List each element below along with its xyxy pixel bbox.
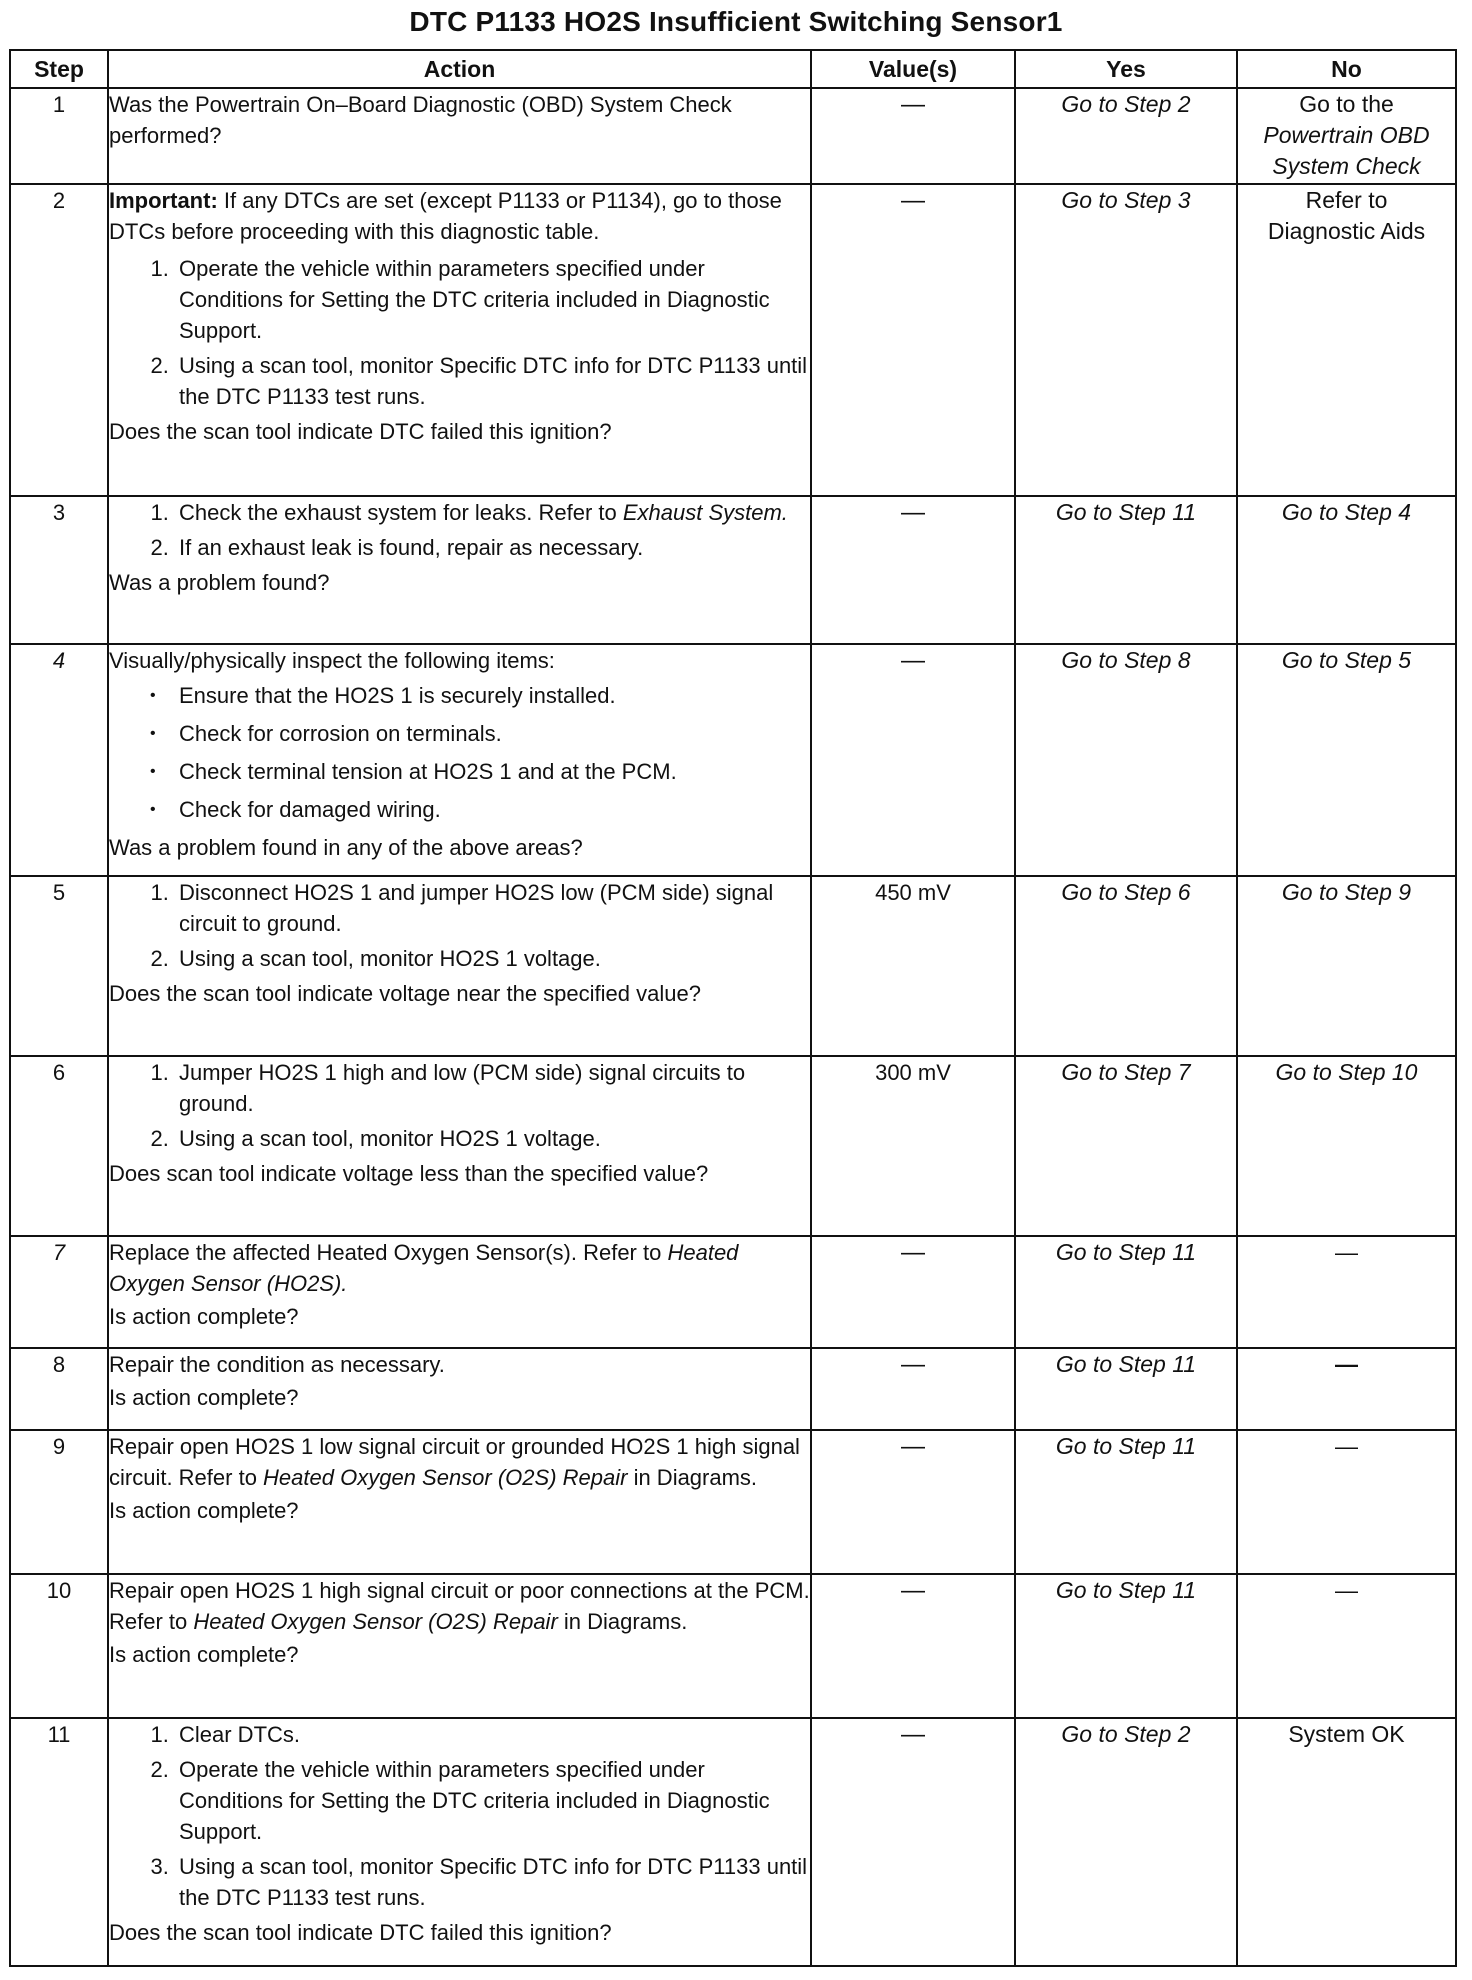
no-cell: — [1237,1430,1456,1574]
column-header-no: No [1237,50,1456,88]
no-cell [1237,184,1456,496]
yes-cell: Go to Step 2 [1015,1718,1237,1966]
action-sentence: Repair open HO2S 1 high signal circuit or poor connections at the PCM. Refer to [109,1578,810,1634]
column-header-values: Value(s) [811,50,1015,88]
table-row [10,1430,1456,1574]
action-question: Does the scan tool indicate voltage near the specified value? [109,981,701,1006]
procedure-list [109,1719,810,1913]
action-question: Is action complete? [109,1304,299,1329]
action-intro: Visually/physically inspect the following items: [109,648,555,673]
table-row [10,88,1456,184]
no-cell: Go to Step 4 [1237,496,1456,644]
no-cell: — [1237,1348,1456,1430]
action-cell [108,1574,811,1718]
step-number: 10 [10,1574,108,1718]
procedure-reference: Exhaust System. [622,500,788,525]
value-cell [811,644,1015,876]
procedure-text: Check the exhaust system for leaks. Refer to [179,500,623,525]
table-row [10,1574,1456,1718]
action-cell [108,1236,811,1348]
table-row [10,184,1456,496]
inspection-item: • Check for corrosion on terminals. [175,718,810,749]
yes-cell: Go to Step 11 [1015,1348,1237,1430]
value-dash: — [901,1351,925,1378]
no-cell [1237,88,1456,184]
value-dash: — [901,1433,925,1460]
value-cell [811,1348,1015,1430]
no-text: Refer to [1305,187,1388,213]
value-dash: — [901,1239,925,1266]
value-dash: — [901,1577,925,1604]
no-text: Go to the [1299,91,1394,117]
no-reference: Diagnostic Aids [1267,218,1426,244]
table-row [10,1348,1456,1430]
procedure-step: 2. Using a scan tool, monitor HO2S 1 voltage. [175,1123,810,1154]
column-header-yes: Yes [1015,50,1237,88]
procedure-step: 1. Disconnect HO2S 1 and jumper HO2S low (PCM side) signal circuit to ground. [175,877,810,939]
diagnostic-table [9,49,1457,1967]
value-dash: — [901,91,925,118]
table-row [10,1718,1456,1966]
step-number: 6 [10,1056,108,1236]
value-cell: 300 mV [811,1056,1015,1236]
yes-cell: Go to Step 11 [1015,1574,1237,1718]
inspection-list [109,680,810,825]
value-dash: — [901,187,925,214]
step-number: 8 [10,1348,108,1430]
procedure-list [109,1057,810,1154]
action-cell [108,876,811,1056]
action-cell [108,1348,811,1430]
step-number: 5 [10,876,108,1056]
procedure-list [109,253,810,412]
action-sentence: Replace the affected Heated Oxygen Sensor(s). Refer to [109,1240,668,1265]
action-tail: in Diagrams. [627,1465,758,1490]
action-question: Does the scan tool indicate DTC failed this ignition? [109,419,612,444]
value-cell [811,184,1015,496]
procedure-step: 2. If an exhaust leak is found, repair as necessary. [175,532,810,563]
action-cell [108,184,811,496]
table-row [10,1056,1456,1236]
page-title: DTC P1133 HO2S Insufficient Switching Sensor1 [409,6,1063,37]
step-number: 3 [10,496,108,644]
procedure-step: 1. Operate the vehicle within parameters specified under Conditions for Setting the DTC criteria included in Diagnostic Support. [175,253,810,346]
inspection-item: • Ensure that the HO2S 1 is securely installed. [175,680,810,711]
value-cell [811,1574,1015,1718]
no-cell: System OK [1237,1718,1456,1966]
action-text: Repair the condition as necessary. [109,1352,445,1377]
action-cell [108,1430,811,1574]
yes-cell: Go to Step 11 [1015,1236,1237,1348]
value-cell [811,1236,1015,1348]
procedure-list [109,497,810,563]
procedure-step: 2. Using a scan tool, monitor HO2S 1 voltage. [175,943,810,974]
action-tail: in Diagrams. [557,1609,688,1634]
action-text [109,1237,810,1299]
value-dash: — [901,499,925,526]
action-question: Does scan tool indicate voltage less than the specified value? [109,1161,709,1186]
important-text: If any DTCs are set (except P1133 or P1134), go to those DTCs before proceeding with this diagnostic table. [109,188,782,244]
action-question: Was a problem found? [109,570,330,595]
action-reference: Heated Oxygen Sensor (O2S) Repair [263,1465,628,1490]
no-cell: Go to Step 10 [1237,1056,1456,1236]
step-number: 1 [10,88,108,184]
yes-cell: Go to Step 7 [1015,1056,1237,1236]
procedure-step [175,497,810,528]
inspection-item: • Check terminal tension at HO2S 1 and at the PCM. [175,756,810,787]
action-text [109,1575,810,1637]
table-row [10,876,1456,1056]
action-text [109,1431,810,1493]
action-cell [108,496,811,644]
action-cell [108,88,811,184]
important-note [109,185,810,247]
step-number: 9 [10,1430,108,1574]
action-cell [108,1056,811,1236]
action-question: Is action complete? [109,1642,299,1667]
step-number: 4 [10,644,108,876]
procedure-step: 2. Using a scan tool, monitor Specific DTC info for DTC P1133 until the DTC P1133 test runs. [175,350,810,412]
action-reference: Heated Oxygen Sensor (HO2S). [109,1240,739,1296]
action-question: Was a problem found in any of the above areas? [109,835,583,860]
action-question: Is action complete? [109,1385,299,1410]
table-header-row [10,50,1456,88]
action-question: Does the scan tool indicate DTC failed this ignition? [109,1920,612,1945]
value-dash: — [901,1721,925,1748]
step-number: 2 [10,184,108,496]
column-header-action: Action [108,50,811,88]
action-sentence: Repair open HO2S 1 low signal circuit or grounded HO2S 1 high signal circuit. Refer to [109,1434,800,1490]
yes-cell: Go to Step 11 [1015,1430,1237,1574]
table-row [10,1236,1456,1348]
procedure-step: 2. Operate the vehicle within parameters specified under Conditions for Setting the DTC criteria included in Diagnostic Support. [175,1754,810,1847]
table-row [10,496,1456,644]
yes-cell: Go to Step 8 [1015,644,1237,876]
table-row [10,644,1456,876]
action-question: Was the Powertrain On–Board Diagnostic (OBD) System Check performed? [109,92,732,148]
procedure-step: 3. Using a scan tool, monitor Specific DTC info for DTC P1133 until the DTC P1133 test runs. [175,1851,810,1913]
action-cell [108,1718,811,1966]
step-number: 7 [10,1236,108,1348]
inspection-item: • Check for damaged wiring. [175,794,810,825]
no-cell: Go to Step 9 [1237,876,1456,1056]
yes-cell: Go to Step 2 [1015,88,1237,184]
action-cell [108,644,811,876]
procedure-step: 1. Clear DTCs. [175,1719,810,1750]
procedure-step: 1. Jumper HO2S 1 high and low (PCM side) signal circuits to ground. [175,1057,810,1119]
value-cell [811,496,1015,644]
step-number: 11 [10,1718,108,1966]
no-cell: — [1237,1574,1456,1718]
yes-cell: Go to Step 6 [1015,876,1237,1056]
no-cell: — [1237,1236,1456,1348]
value-cell [811,1430,1015,1574]
column-header-step: Step [10,50,108,88]
no-cell: Go to Step 5 [1237,644,1456,876]
action-question: Is action complete? [109,1498,299,1523]
value-dash: — [901,647,925,674]
value-cell: 450 mV [811,876,1015,1056]
no-reference: Powertrain OBD System Check [1263,122,1430,179]
value-cell [811,88,1015,184]
value-cell [811,1718,1015,1966]
action-reference: Heated Oxygen Sensor (O2S) Repair [193,1609,558,1634]
yes-cell: Go to Step 3 [1015,184,1237,496]
yes-cell: Go to Step 11 [1015,496,1237,644]
important-label: Important: [109,188,218,213]
procedure-list [109,877,810,974]
